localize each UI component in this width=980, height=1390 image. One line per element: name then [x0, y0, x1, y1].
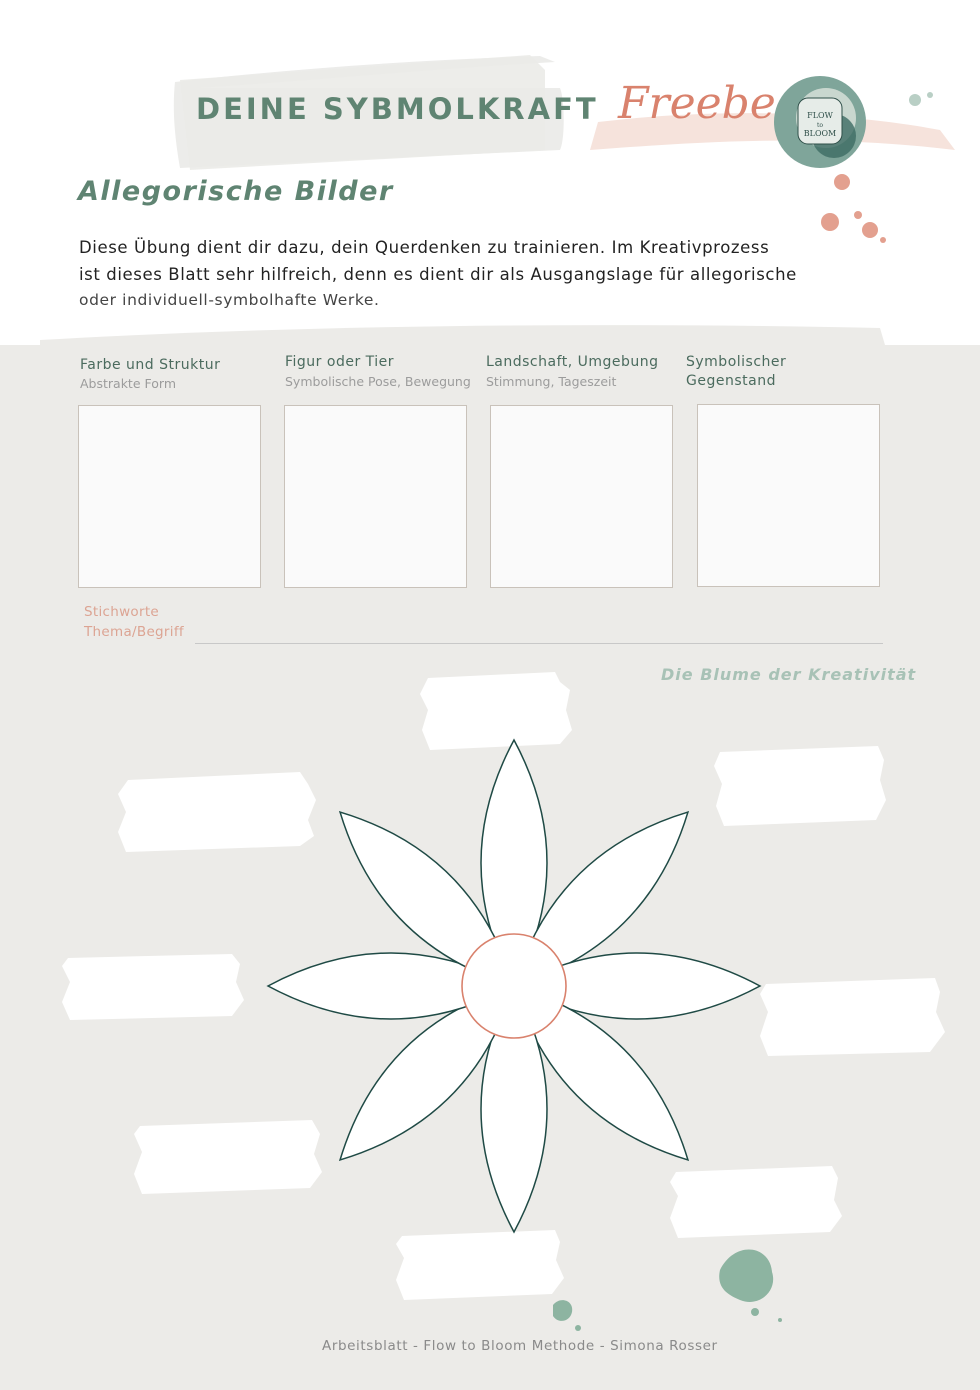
- page-title: DEINE SYBMOLKRAFT: [196, 92, 599, 126]
- section-title: Allegorische Bilder: [78, 176, 394, 207]
- footer-credit: Arbeitsblatt - Flow to Bloom Methode - Simona Rosser: [322, 1338, 718, 1354]
- logo-text-3: BLOOM: [803, 129, 837, 138]
- note-field-5: [760, 978, 945, 1056]
- intro-line-2: ist dieses Blatt sehr hilfreich, denn es dient dir als Ausgangslage für allegorische: [79, 265, 797, 284]
- drawing-box-4[interactable]: [697, 404, 880, 587]
- keywords-label: Stichworte: [84, 604, 160, 620]
- topic-label: Thema/Begriff: [84, 624, 184, 640]
- column-4-label: Symbolischer: [686, 354, 787, 370]
- drawing-box-2[interactable]: [284, 405, 467, 588]
- logo-text-2: to: [816, 122, 824, 129]
- column-3-sub: Stimmung, Tageszeit: [486, 374, 617, 389]
- note-field-8: [396, 1230, 564, 1300]
- creativity-flower: [262, 730, 782, 1240]
- flower-title: Die Blume der Kreativität: [661, 665, 917, 684]
- logo-text-1: FLOW: [807, 111, 833, 120]
- flower-center: [462, 934, 566, 1038]
- column-1-label: Farbe und Struktur: [80, 357, 221, 373]
- column-2-label: Figur oder Tier: [285, 354, 395, 370]
- note-field-4: [62, 954, 244, 1020]
- column-4-label-2: Gegenstand: [686, 373, 776, 389]
- column-3-label: Landschaft, Umgebung: [486, 354, 659, 370]
- intro-line-3: oder individuell-symbolhafte Werke.: [79, 291, 380, 309]
- drawing-box-3[interactable]: [490, 405, 673, 588]
- column-2-sub: Symbolische Pose, Bewegung: [285, 374, 471, 389]
- intro-line-1: Diese Übung dient dir dazu, dein Querdenken zu trainieren. Im Kreativprozess: [79, 238, 770, 257]
- freebe-badge: Freebe: [618, 78, 776, 129]
- keywords-write-line[interactable]: [195, 643, 883, 644]
- column-1-sub: Abstrakte Form: [80, 376, 176, 391]
- flow-to-bloom-logo: [772, 74, 868, 170]
- drawing-box-1[interactable]: [78, 405, 261, 588]
